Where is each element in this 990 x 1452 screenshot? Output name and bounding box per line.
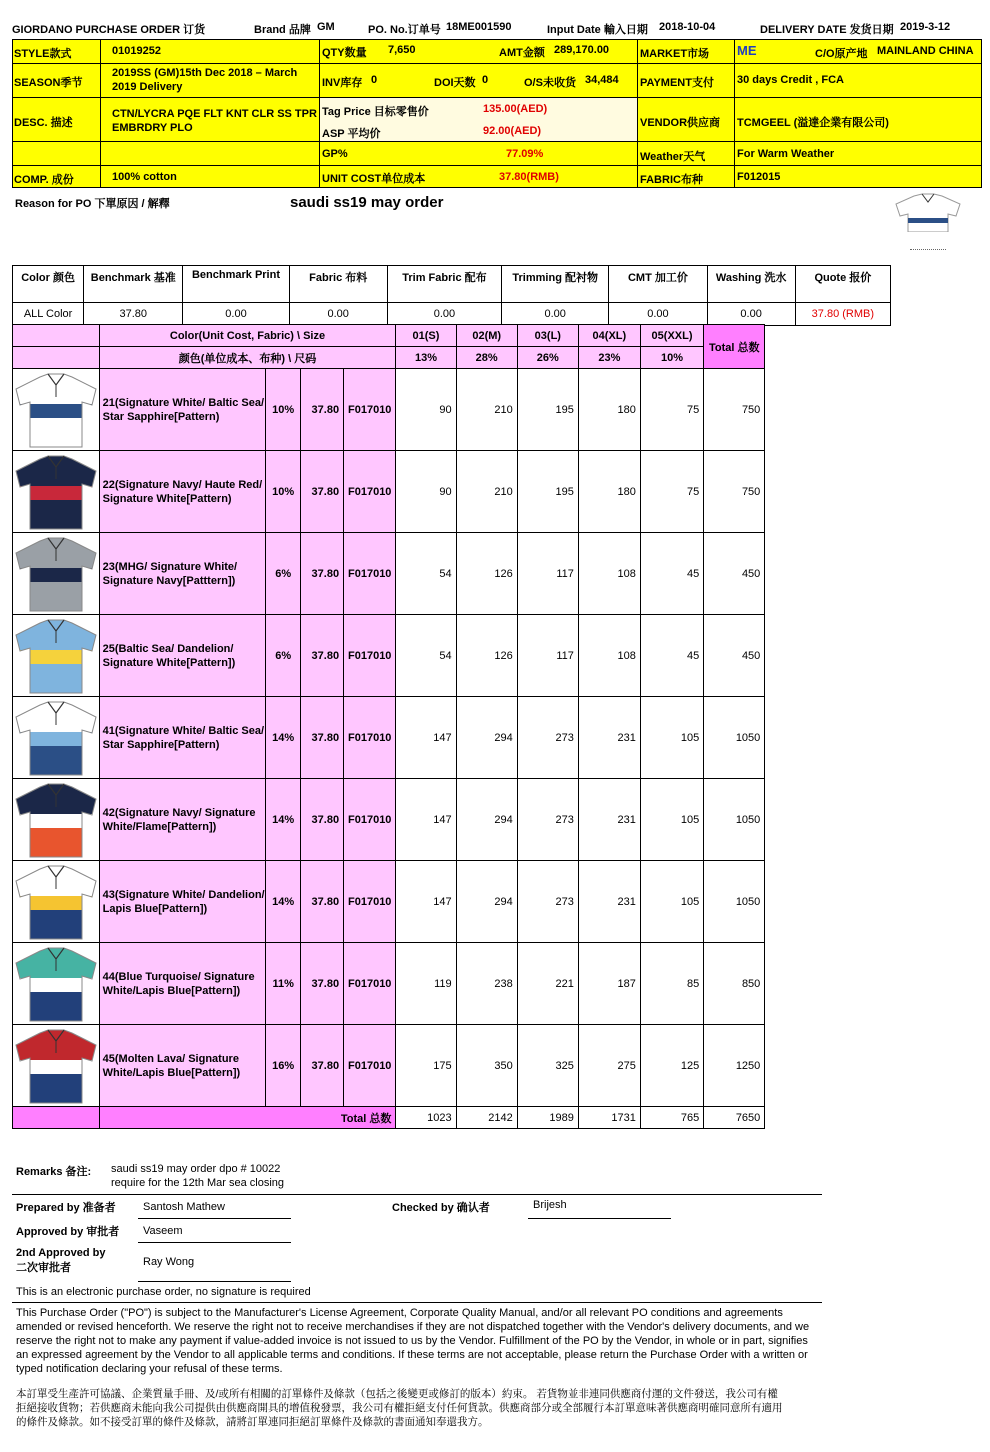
- fabric-code: F017010: [344, 697, 396, 779]
- fabric-code: F017010: [344, 369, 396, 451]
- size-quantity: 75: [640, 451, 703, 533]
- second-approved-label-2: 二次审批者: [16, 1262, 71, 1274]
- cost-header-cell: CMT 加工价: [609, 266, 707, 303]
- fabric-code: F017010: [344, 779, 396, 861]
- color-thumbnail: [13, 451, 100, 533]
- cost-value-cell: 0.00: [502, 303, 609, 326]
- size-quantity: 210: [456, 369, 517, 451]
- desc-label: DESC. 描述: [14, 117, 73, 129]
- fabric-code: F017010: [344, 533, 396, 615]
- terms-line: amended or revised henceforth. We reserve the right not to receive merchandises if they are not dispatched together with the Vendor's delivery documents, and we: [16, 1321, 810, 1333]
- style-value: 01019252: [112, 45, 161, 57]
- fabric-code: F017010: [344, 1025, 396, 1107]
- color-name: 22(Signature Navy/ Haute Red/ Signature White[Pattern): [99, 451, 265, 533]
- po-number-label: PO. No.订单号: [368, 24, 441, 36]
- terms-line-cn: 本訂單受生產許可協議、企業質量手冊、及/或所有相關的訂單條件及條款（包括之後變更或修訂的版本）約束。 若貨物並非連同供應商付運的文件發送，我公司有權: [16, 1388, 778, 1400]
- row-total: 450: [704, 533, 765, 615]
- terms-line-cn: 拒絕接收貨物；若供應商未能向我公司提供由供應商開具的增值稅發票，我公司有權拒絕支付任何貨款。供應商部分或全部履行本訂單意味著供應商明確同意所有適用: [16, 1402, 783, 1414]
- color-ratio: 14%: [266, 779, 301, 861]
- size-quantity: 294: [456, 779, 517, 861]
- terms-line-cn: 的條件及條款。如不接受訂單的條件及條款，請將訂單連同拒絕訂單條件及條款的書面通知奉還我方。: [16, 1416, 489, 1428]
- color-thumbnail: [13, 943, 100, 1025]
- thumbnail-divider: [910, 249, 946, 250]
- color-name: 23(MHG/ Signature White/ Signature Navy[Patttern]): [99, 533, 265, 615]
- os-label: O/S未收货: [524, 77, 576, 89]
- size-total: 1989: [517, 1107, 578, 1129]
- size-quantity: 350: [456, 1025, 517, 1107]
- size-quantity: 90: [396, 451, 456, 533]
- row-total: 750: [704, 451, 765, 533]
- size-quantity: 119: [396, 943, 456, 1025]
- cost-header-cell: Washing 洗水: [707, 266, 795, 303]
- size-quantity: 105: [640, 861, 703, 943]
- remarks-line-1: saudi ss19 may order dpo # 10022: [111, 1163, 281, 1175]
- size-quantity: 105: [640, 779, 703, 861]
- color-row: [13, 533, 822, 615]
- second-approved-value: Ray Wong: [143, 1256, 195, 1268]
- size-quantity: 105: [640, 697, 703, 779]
- color-ratio: 14%: [266, 697, 301, 779]
- color-ratio: 14%: [266, 861, 301, 943]
- cost-header-row: [13, 266, 891, 303]
- season-value-2: 2019 Delivery: [112, 81, 183, 93]
- size-header-row: [13, 325, 822, 347]
- fabric-code: F017010: [344, 943, 396, 1025]
- color-row: [13, 615, 822, 697]
- size-ratio: 26%: [517, 347, 578, 369]
- cost-header-cell: Quote 报价: [795, 266, 890, 303]
- unit-cost: 37.80: [301, 943, 344, 1025]
- color-row: [13, 369, 822, 451]
- color-ratio: 11%: [266, 943, 301, 1025]
- remarks-line-2: require for the 12th Mar sea closing: [111, 1177, 285, 1189]
- vendor-value: TCMGEEL (溢達企業有限公司): [737, 117, 889, 129]
- reason-value: saudi ss19 may order: [290, 194, 444, 211]
- doi-value: 0: [482, 74, 489, 86]
- color-ratio: 10%: [266, 369, 301, 451]
- po-title: GIORDANO PURCHASE ORDER 订货: [12, 24, 206, 36]
- size-quantity: 231: [578, 697, 640, 779]
- tag-price-value: 135.00(AED): [483, 103, 548, 115]
- color-row: [13, 1025, 822, 1107]
- color-row: [13, 779, 822, 861]
- row-total: 1050: [704, 861, 765, 943]
- inv-label: INV库存: [322, 77, 363, 89]
- cost-breakdown-table: [12, 265, 891, 326]
- comp-value: 100% cotton: [112, 171, 177, 183]
- size-ratio: 10%: [640, 347, 703, 369]
- color-thumbnail: [13, 697, 100, 779]
- cost-header-cell: Color 颜色: [13, 266, 84, 303]
- polo-shirt-icon: [14, 371, 98, 449]
- weather-label: Weather天气: [640, 151, 706, 163]
- cost-value-cell: 37.80: [84, 303, 183, 326]
- size-quantity: 54: [396, 533, 456, 615]
- size-quantity: 180: [578, 369, 640, 451]
- size-total: 1731: [578, 1107, 640, 1129]
- size-quantity: 117: [517, 615, 578, 697]
- second-approved-label-1: 2nd Approved by: [16, 1247, 106, 1259]
- size-quantity: 221: [517, 943, 578, 1025]
- tag-price-label: Tag Price 目标零售价: [322, 106, 429, 118]
- size-quantity: 117: [517, 533, 578, 615]
- size-quantity: 126: [456, 533, 517, 615]
- divider: [12, 1302, 822, 1303]
- row-total: 1250: [704, 1025, 765, 1107]
- cost-header-cell: Benchmark 基准: [84, 266, 183, 303]
- divider: [12, 1194, 822, 1195]
- polo-shirt-icon: [14, 945, 98, 1023]
- payment-value: 30 days Credit , FCA: [737, 74, 844, 86]
- reason-label: Reason for PO 下單原因 / 解釋: [15, 198, 170, 210]
- color-thumbnail: [13, 861, 100, 943]
- size-quantity: 231: [578, 861, 640, 943]
- size-quantity: 195: [517, 369, 578, 451]
- unit-cost: 37.80: [301, 779, 344, 861]
- asp-value: 92.00(AED): [483, 125, 542, 137]
- delivery-date-value: 2019-3-12: [900, 21, 951, 33]
- season-value-1: 2019SS (GM)15th Dec 2018 – March: [112, 67, 298, 79]
- size-ratio-row: [13, 347, 822, 369]
- polo-shirt-icon: [14, 617, 98, 695]
- unit-cost: 37.80: [301, 697, 344, 779]
- color-ratio: 6%: [266, 533, 301, 615]
- color-name: 25(Baltic Sea/ Dandelion/ Signature White[Pattern]): [99, 615, 265, 697]
- color-ratio: 6%: [266, 615, 301, 697]
- origin-label: C/O原产地: [815, 48, 868, 60]
- color-row: [13, 697, 822, 779]
- size-quantity: 187: [578, 943, 640, 1025]
- size-quantity: 108: [578, 533, 640, 615]
- po-number-value: 18ME001590: [446, 21, 512, 33]
- color-row: [13, 451, 822, 533]
- origin-value: MAINLAND CHINA: [877, 45, 974, 57]
- unit-cost-value: 37.80(RMB): [499, 171, 559, 183]
- payment-label: PAYMENT支付: [640, 77, 714, 89]
- fabric-label: FABRIC布种: [640, 174, 703, 186]
- color-thumbnail: [13, 533, 100, 615]
- vendor-label: VENDOR供应商: [640, 117, 721, 129]
- input-date-value: 2018-10-04: [659, 21, 716, 33]
- color-name: 44(Blue Turquoise/ Signature White/Lapis Blue[Pattern]): [99, 943, 265, 1025]
- unit-cost: 37.80: [301, 451, 344, 533]
- color-thumbnail: [13, 1025, 100, 1107]
- style-thumbnail: [892, 192, 964, 232]
- prepared-by-value: Santosh Mathew: [143, 1201, 225, 1213]
- size-header: 03(L): [517, 325, 578, 347]
- color-name: 43(Signature White/ Dandelion/ Lapis Blue[Pattern]): [99, 861, 265, 943]
- gp-value: 77.09%: [506, 148, 544, 160]
- size-total: 2142: [456, 1107, 517, 1129]
- unit-cost-label: UNIT COST单位成本: [322, 173, 426, 185]
- terms-chinese: [16, 1387, 821, 1429]
- size-ratio: 13%: [396, 347, 456, 369]
- size-quantity: 231: [578, 779, 640, 861]
- size-quantity: 147: [396, 779, 456, 861]
- row-total: 850: [704, 943, 765, 1025]
- unit-cost: 37.80: [301, 1025, 344, 1107]
- checked-by-value: Brijesh: [533, 1199, 567, 1211]
- size-header: 01(S): [396, 325, 456, 347]
- cost-value-cell: 0.00: [183, 303, 289, 326]
- os-value: 34,484: [585, 74, 619, 86]
- color-name: 41(Signature White/ Baltic Sea/ Star Sapphire[Pattern): [99, 697, 265, 779]
- color-name: 21(Signature White/ Baltic Sea/ Star Sapphire[Pattern): [99, 369, 265, 451]
- color-size-header-cn: 颜色(单位成本、布种) \ 尺码: [99, 347, 396, 369]
- cost-header-cell: Benchmark Print: [183, 266, 289, 303]
- row-total: 450: [704, 615, 765, 697]
- size-quantity: 180: [578, 451, 640, 533]
- polo-shirt-icon: [14, 699, 98, 777]
- size-header: 02(M): [456, 325, 517, 347]
- size-quantity: 294: [456, 697, 517, 779]
- approved-by-label: Approved by 审批者: [16, 1226, 120, 1238]
- size-quantity: 108: [578, 615, 640, 697]
- row-total: 1050: [704, 697, 765, 779]
- size-quantity: 45: [640, 615, 703, 697]
- remarks-label: Remarks 备注:: [16, 1166, 92, 1178]
- cost-value-cell: 0.00: [707, 303, 795, 326]
- approved-by-value: Vaseem: [143, 1225, 183, 1237]
- gp-label: GP%: [322, 148, 348, 160]
- row-total: 750: [704, 369, 765, 451]
- amt-label: AMT金额: [499, 47, 545, 59]
- color-row: [13, 943, 822, 1025]
- size-quantity: 294: [456, 861, 517, 943]
- asp-label: ASP 平均价: [322, 128, 381, 140]
- size-quantity: 273: [517, 861, 578, 943]
- terms-line: reserve the right not to make any payment if value-added invoice is not issued to us by the Vendor. Fulfillment of the PO by the Vendor, in whole or in part, signifies: [16, 1335, 808, 1347]
- color-thumbnail: [13, 779, 100, 861]
- cost-value-cell: 0.00: [387, 303, 501, 326]
- fabric-value: F012015: [737, 171, 781, 183]
- size-quantity: 126: [456, 615, 517, 697]
- color-ratio: 10%: [266, 451, 301, 533]
- size-quantity: 195: [517, 451, 578, 533]
- color-row: [13, 861, 822, 943]
- size-quantity: 147: [396, 861, 456, 943]
- size-quantity: 210: [456, 451, 517, 533]
- market-value: ME: [737, 43, 757, 58]
- fabric-code: F017010: [344, 451, 396, 533]
- size-quantity: 125: [640, 1025, 703, 1107]
- unit-cost: 37.80: [301, 533, 344, 615]
- size-header: 05(XXL): [640, 325, 703, 347]
- terms-line: an expressed agreement by the Vendor to all applicable terms and conditions. If these terms are not acceptable, please return the Purchase Order with a written or: [16, 1349, 808, 1361]
- size-quantity: 85: [640, 943, 703, 1025]
- cost-value-cell: ALL Color: [13, 303, 84, 326]
- doi-label: DOI天数: [434, 77, 476, 89]
- fabric-code: F017010: [344, 615, 396, 697]
- row-total: 1050: [704, 779, 765, 861]
- polo-shirt-icon: [14, 453, 98, 531]
- terms-line: This Purchase Order ("PO") is subject to the Manufacturer's License Agreement, Corporate Quality Manual, and/or all relevant PO conditions and agreements: [16, 1307, 783, 1319]
- comp-label: COMP. 成份: [14, 174, 74, 186]
- polo-shirt-icon: [14, 1027, 98, 1105]
- color-thumbnail: [13, 615, 100, 697]
- polo-shirt-icon: [14, 535, 98, 613]
- size-quantity: 273: [517, 697, 578, 779]
- cost-value-row: [13, 303, 891, 326]
- size-ratio: 23%: [578, 347, 640, 369]
- total-header: Total 总数: [704, 325, 765, 369]
- size-quantity: 54: [396, 615, 456, 697]
- size-quantity: 275: [578, 1025, 640, 1107]
- size-quantity: 175: [396, 1025, 456, 1107]
- cost-header-cell: Fabric 布料: [289, 266, 387, 303]
- terms-line: typed notification declaring your refusal of these terms.: [16, 1363, 283, 1375]
- season-label: SEASON季节: [14, 77, 83, 89]
- color-name: 42(Signature Navy/ Signature White/Flame[Pattern]): [99, 779, 265, 861]
- color-name: 45(Molten Lava/ Signature White/Lapis Blue[Pattern]): [99, 1025, 265, 1107]
- unit-cost: 37.80: [301, 615, 344, 697]
- desc-value-1: CTN/LYCRA PQE FLT KNT CLR SS TPR: [112, 108, 317, 120]
- color-size-header: Color(Unit Cost, Fabric) \ Size: [99, 325, 396, 347]
- shirt-thumbnail-icon: [892, 192, 964, 232]
- size-quantity: 147: [396, 697, 456, 779]
- size-color-table: [12, 324, 822, 1129]
- inv-value: 0: [371, 74, 378, 86]
- color-thumbnail: [13, 369, 100, 451]
- size-total: 1023: [396, 1107, 456, 1129]
- amt-value: 289,170.00: [554, 44, 610, 56]
- qty-value: 7,650: [388, 44, 416, 56]
- polo-shirt-icon: [14, 781, 98, 859]
- market-label: MARKET市场: [640, 48, 710, 60]
- cost-value-cell: 0.00: [609, 303, 707, 326]
- prepared-by-label: Prepared by 准备者: [16, 1202, 116, 1214]
- brand-label: Brand 品牌: [254, 24, 311, 36]
- size-quantity: 238: [456, 943, 517, 1025]
- input-date-label: Input Date 輸入日期: [547, 24, 648, 36]
- electronic-note: This is an electronic purchase order, no signature is required: [16, 1286, 311, 1298]
- desc-value-2: EMBRDRY PLO: [112, 122, 193, 134]
- brand-value: GM: [317, 21, 335, 33]
- weather-value: For Warm Weather: [737, 148, 835, 160]
- size-ratio: 28%: [456, 347, 517, 369]
- totals-label: Total 总数: [99, 1107, 396, 1129]
- size-quantity: 45: [640, 533, 703, 615]
- po-info-panel: [12, 39, 982, 188]
- size-total: 765: [640, 1107, 703, 1129]
- size-quantity: 75: [640, 369, 703, 451]
- size-quantity: 90: [396, 369, 456, 451]
- cost-header-cell: Trimming 配衬物: [502, 266, 609, 303]
- unit-cost: 37.80: [301, 369, 344, 451]
- color-ratio: 16%: [266, 1025, 301, 1107]
- fabric-code: F017010: [344, 861, 396, 943]
- checked-by-label: Checked by 确认者: [392, 1202, 490, 1214]
- cost-value-cell: 0.00: [289, 303, 387, 326]
- grand-total: 7650: [704, 1107, 765, 1129]
- terms-english: [16, 1306, 821, 1376]
- style-label: STYLE款式: [14, 48, 72, 60]
- polo-shirt-icon: [14, 863, 98, 941]
- qty-label: QTY数量: [322, 47, 367, 59]
- size-quantity: 325: [517, 1025, 578, 1107]
- cost-header-cell: Trim Fabric 配布: [387, 266, 501, 303]
- size-header: 04(XL): [578, 325, 640, 347]
- cost-value-cell: 37.80 (RMB): [795, 303, 890, 326]
- totals-row: [13, 1107, 822, 1129]
- unit-cost: 37.80: [301, 861, 344, 943]
- size-quantity: 273: [517, 779, 578, 861]
- delivery-date-label: DELIVERY DATE 发货日期: [760, 24, 894, 36]
